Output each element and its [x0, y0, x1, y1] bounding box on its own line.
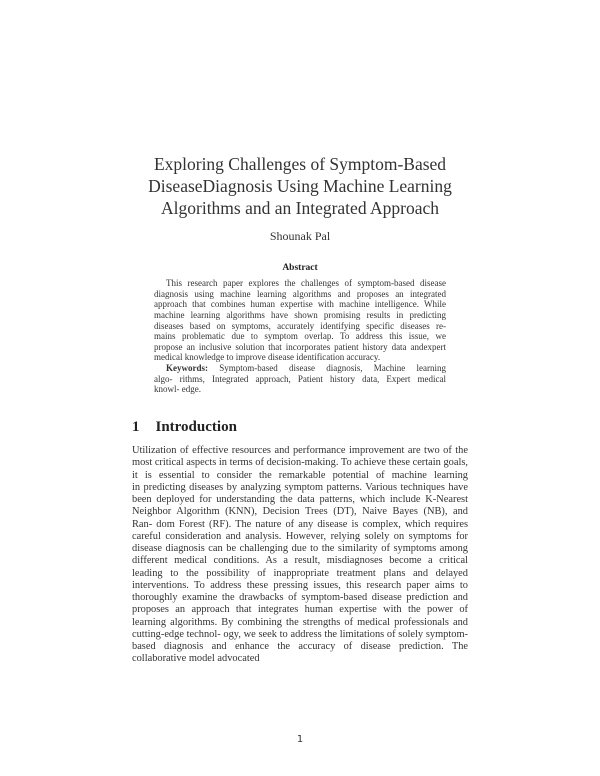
body-line: careful consideration and analysis. However, relying solely on symptoms for — [132, 530, 468, 542]
body-line: cutting-edge technol- ogy, we seek to address the limitations of solely symptom- — [132, 628, 468, 640]
abstract-heading: Abstract — [282, 263, 318, 273]
body-line: proposes an approach that integrates human expertise with the power of — [132, 604, 468, 616]
body-line: Neighbor Algorithm (KNN), Decision Trees (DT), Naive Bayes (NB), and — [132, 506, 468, 518]
keywords-line: knowl- edge. — [154, 384, 201, 395]
body-line: been deployed for understanding the data patterns, which include K-Nearest — [132, 494, 468, 505]
body-line: learning algorithms. By combining the strengths of medical professionals and — [132, 616, 468, 628]
body-line: collaborative model advocated — [132, 653, 260, 665]
keywords-line — [154, 363, 446, 374]
keywords-line: algo- rithms, Integrated approach, Patient history data, Expert medical — [154, 373, 446, 384]
keywords-text: Symptom-based disease diagnosis, Machine learning — [219, 363, 446, 374]
body-line: thoroughly examine the drawbacks of symptom-based disease prediction and — [132, 592, 468, 603]
keywords-label: Keywords: — [166, 363, 208, 374]
abstract — [154, 278, 446, 395]
abstract-line: diagnosis using machine learning algorithms and proposes an integrated — [154, 288, 446, 299]
abstract-line: medical knowledge to improve disease identification accuracy. — [154, 352, 381, 363]
abstract-line: mains problematic due to symptom overlap. To address this issue, we — [154, 331, 446, 342]
abstract-line: This research paper explores the challenges of symptom-based disease — [166, 278, 446, 288]
body-line: most critical aspects in terms of decision-making. To achieve these certain goals, — [132, 457, 468, 469]
section-heading — [132, 419, 237, 436]
paper-title — [100, 153, 500, 219]
author: Shounak Pal — [269, 229, 331, 243]
body-line: in predicting diseases by analyzing symptom patterns. Various techniques have — [132, 481, 468, 493]
title-line: Exploring Challenges of Symptom-Based — [153, 154, 447, 174]
body-line: it is essential to consider the remarkable potential of machine learning — [132, 469, 468, 481]
title-line: Algorithms and an Integrated Approach — [161, 198, 439, 218]
abstract-line: approach that combines human expertise with machine intelligence. While — [154, 299, 446, 310]
page-number: 1 — [296, 734, 304, 745]
body-line: interventions. To address these pressing issues, this research paper aims to — [132, 579, 468, 591]
abstract-line: diseases based on symptoms, accurately identifying specific diseases re- — [154, 320, 446, 331]
section-title: Introduction — [155, 419, 237, 435]
abstract-line: machine learning algorithms have shown promising results in predicting — [154, 309, 446, 320]
body-line: Utilization of effective resources and performance improvement are two of the — [132, 445, 468, 456]
body-line: disease diagnosis can be challenging due to the similarity of symptoms among — [132, 543, 468, 554]
body-line: Ran- dom Forest (RF). The nature of any disease is complex, which requires — [132, 518, 468, 530]
body-paragraph — [132, 445, 468, 666]
abstract-line: propose an inclusive solution that incorporates patient history data andexpert — [154, 341, 446, 352]
section-number: 1 — [132, 419, 140, 435]
title-line: DiseaseDiagnosis Using Machine Learning — [148, 176, 452, 196]
body-line: leading to the possibility of inappropriate treatment plans and delayed — [132, 567, 468, 579]
body-line: based diagnosis and enhance the accuracy of disease prediction. The — [132, 641, 468, 652]
body-line: different medical conditions. As a result, misdiagnoses become a critical — [132, 555, 468, 567]
